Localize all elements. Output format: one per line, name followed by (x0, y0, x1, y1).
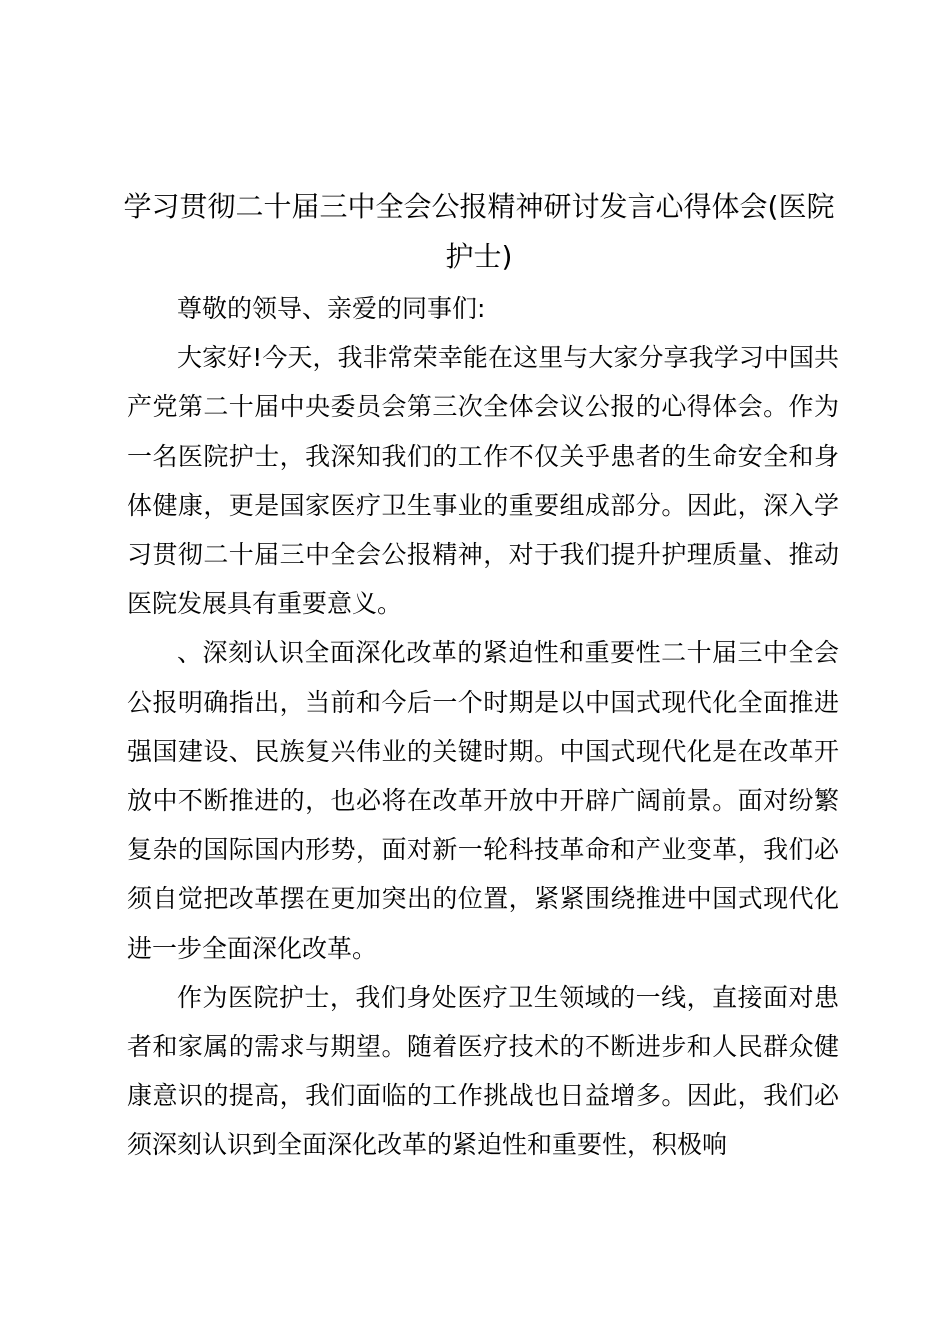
document-body (127, 284, 839, 1170)
salutation: 尊敬的领导、亲爱的同事们: (177, 294, 486, 323)
paragraph: 大家好!今天，我非常荣幸能在这里与大家分享我学习中国共产党第二十届中央委员会第三次全体会议公报的心得体会。作为一名医院护士，我深知我们的工作不仅关乎患者的生命安全和身体健康，更是国家医疗卫生事业的重要组成部分。因此，深入学习贯彻二十届三中全会公报精神，对于我们提升护理质量、推动医院发展具有重要意义。 (127, 343, 839, 619)
paragraph: 、深刻认识全面深化改革的紧迫性和重要性二十届三中全会公报明确指出，当前和今后一个时期是以中国式现代化全面推进强国建设、民族复兴伟业的关键时期。中国式现代化是在改革开放中不断推进的，也必将在改革开放中开辟广阔前景。面对纷繁复杂的国际国内形势，面对新一轮科技革命和产业变革，我们必须自觉把改革摆在更加突出的位置，紧紧围绕推进中国式现代化进一步全面深化改革。 (127, 638, 839, 963)
paragraph: 作为医院护士，我们身处医疗卫生领域的一线，直接面对患者和家属的需求与期望。随着医疗技术的不断进步和人民群众健康意识的提高，我们面临的工作挑战也日益增多。因此，我们必须深刻认识到全面深化改革的紧迫性和重要性，积极响 (127, 982, 839, 1160)
document-title: 学习贯彻二十届三中全会公报精神研讨发言心得体会(医院护士) (123, 190, 835, 273)
